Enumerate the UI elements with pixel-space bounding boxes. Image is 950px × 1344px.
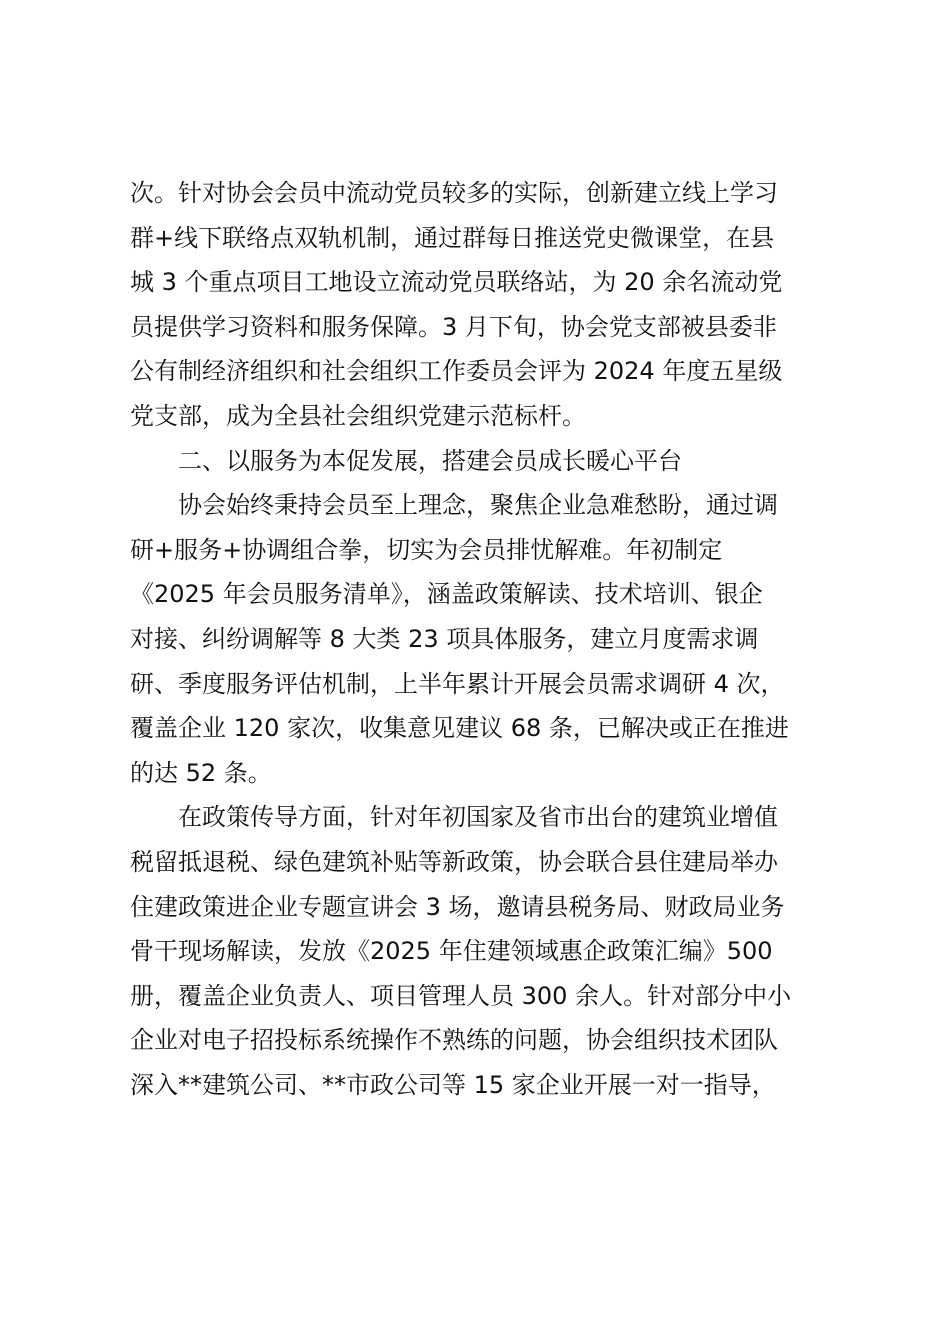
text-line: 册，覆盖企业负责人、项目管理人员 300 余人。针对部分中小	[130, 981, 792, 1010]
text-line: 城 3 个重点项目工地设立流动党员联络站，为 20 余名流动党	[130, 268, 783, 297]
text-line: 公有制经济组织和社会组织工作委员会评为 2024 年度五星级	[130, 357, 783, 386]
text-line: 群+线下联络点双轨机制，通过群每日推送党史微课堂，在县	[130, 223, 775, 252]
text-line: 次。针对协会会员中流动党员较多的实际，创新建立线上学习	[130, 179, 778, 207]
text-line: 企业对电子招投标系统操作不熟练的问题，协会组织技术团队	[130, 1026, 778, 1055]
text-line: 研、季度服务评估机制，上半年累计开展会员需求调研 4 次，	[130, 669, 785, 698]
text-line: 税留抵退税、绿色建筑补贴等新政策，协会联合县住建局举办	[130, 847, 778, 876]
body-text	[130, 171, 830, 1107]
text-line: 的达 52 条。	[130, 758, 272, 787]
text-line: 骨干现场解读，发放《2025 年住建领域惠企政策汇编》500	[130, 937, 773, 966]
text-line: 《2025 年会员服务清单》，涵盖政策解读、技术培训、银企	[130, 580, 763, 609]
text-line: 覆盖企业 120 家次，收集意见建议 68 条，已解决或正在推进	[130, 714, 789, 743]
text-line: 员提供学习资料和服务保障。3 月下旬，协会党支部被县委非	[130, 312, 777, 341]
section-heading: 二、以服务为本促发展，搭建会员成长暖心平台	[178, 446, 682, 475]
text-line: 深入**建筑公司、**市政公司等 15 家企业开展一对一指导，	[130, 1070, 776, 1099]
paragraph-first-line: 协会始终秉持会员至上理念，聚焦企业急难愁盼，通过调	[178, 491, 778, 520]
text-line: 对接、纠纷调解等 8 大类 23 项具体服务，建立月度需求调	[130, 624, 759, 653]
text-line: 住建政策进企业专题宣讲会 3 场，邀请县税务局、财政局业务	[130, 892, 785, 921]
text-line: 党支部，成为全县社会组织党建示范标杆。	[130, 401, 586, 430]
paragraph-first-line: 在政策传导方面，针对年初国家及省市出台的建筑业增值	[178, 803, 778, 832]
text-line: 研+服务+协调组合拳，切实为会员排忧解难。年初制定	[130, 535, 723, 564]
